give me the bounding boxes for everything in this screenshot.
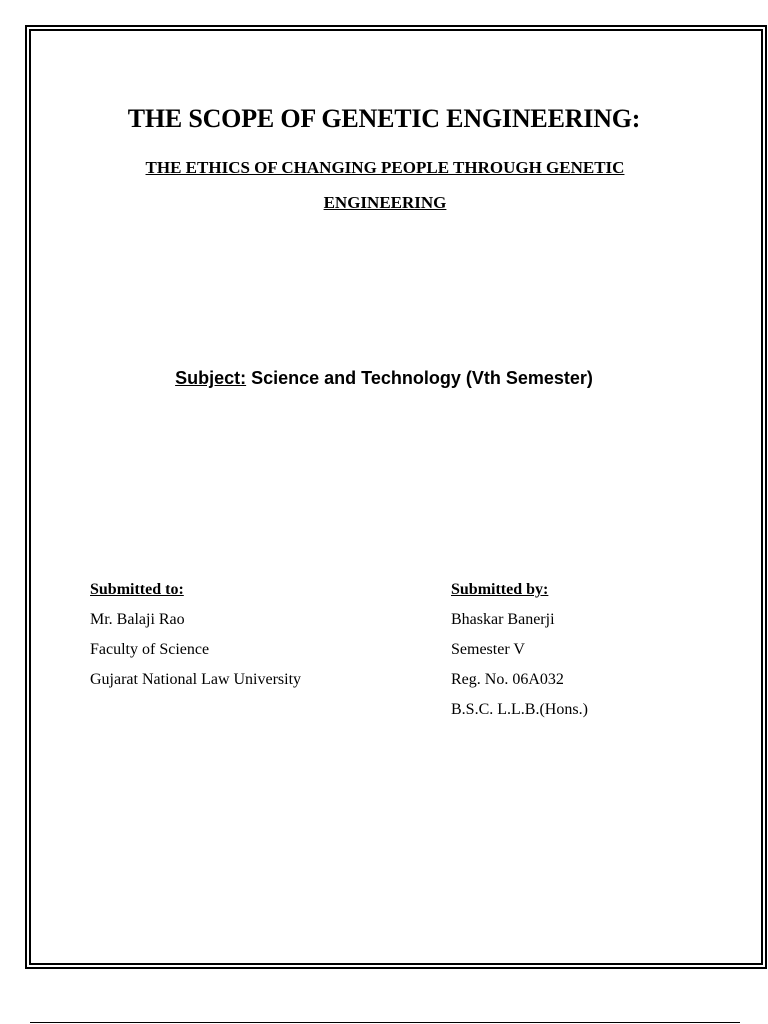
- subject-label: Subject:: [175, 368, 247, 388]
- submitted-to-line: Faculty of Science: [90, 641, 210, 658]
- submitted-by-line: Reg. No. 06A032: [451, 671, 564, 688]
- submitted-by-block: [451, 575, 588, 725]
- submitted-to-block: [90, 575, 301, 695]
- submitted-to-line: Mr. Balaji Rao: [90, 611, 185, 628]
- subject-value: Science and Technology (Vth Semester): [251, 368, 593, 388]
- document-title: THE SCOPE OF GENETIC ENGINEERING:: [127, 104, 641, 133]
- document-subtitle: THE ETHICS OF CHANGING PEOPLE THROUGH GENETIC ENGINEERING: [145, 158, 625, 212]
- footer-rule: [30, 1022, 740, 1023]
- submitted-by-line: B.S.C. L.L.B.(Hons.): [451, 701, 588, 718]
- submitted-by-heading: Submitted by:: [451, 581, 549, 598]
- submitted-to-line: Gujarat National Law University: [90, 671, 302, 688]
- submitted-by-line: Bhaskar Banerji: [451, 611, 555, 628]
- submitted-to-heading: Submitted to:: [90, 581, 184, 598]
- submitted-by-line: Semester V: [451, 641, 525, 658]
- subject-line: [0, 368, 768, 389]
